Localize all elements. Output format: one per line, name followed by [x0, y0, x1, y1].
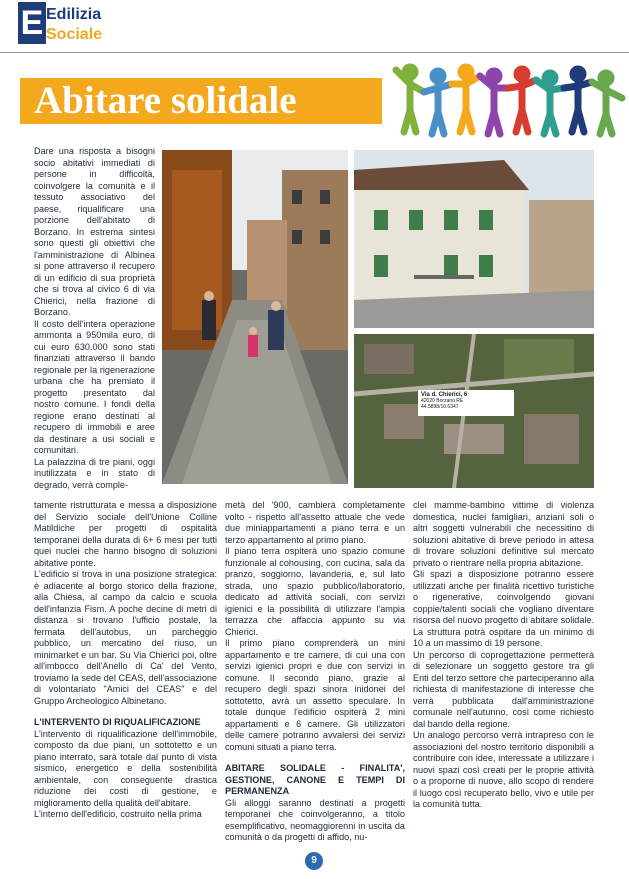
- col2-p3: Il primo piano comprenderà un mini appartamento e tre camere, di cui una con servizi igienici propri e due con servizi in comune. Il secondo piano, grazie al recupero degli spazi sinora inidonei del sottotetto, avrà un assetto speculare. In totale dunque l'edificio ospiterà 2 mini appartamenti e 6 camere. Gli utilizzatori delle camere potranno avvalersi dei servizi comuni situati a piano terra.: [225, 638, 405, 752]
- building-paragraph: La palazzina di tre piani, oggi inutilizzata e in stato di degrado, verrà comple-: [34, 456, 155, 490]
- col3-p3: Un percorso di coprogettazione permetterà di selezionare un soggetto gestore tra gli Enti del terzo settore che parteciperanno alla richiesta di manifestazione di interesse che verrà pubblicata dall'amministrazione comunale nell'autunno, così come richiesto dal bando della regione.: [413, 649, 594, 729]
- people-illustration: [392, 62, 629, 138]
- page-title: Abitare solidale: [34, 79, 297, 122]
- map-location-label: [418, 390, 514, 416]
- intro-column: [34, 146, 155, 491]
- page-number: 9: [305, 852, 323, 870]
- col3-p1: clei mamme-bambino vittime di violenza domestica, nuclei famigliari, anziani soli o altri soggetti vulnerabili che necessitino di soluzioni abitative di breve periodo in attesa di trovare soluzioni definitive sul mercato privato o rientrare nella propria abitazione.: [413, 500, 594, 568]
- column-2: [225, 500, 405, 844]
- col1-p3: L'intervento di riqualificazione dell'immobile, composto da due piani, un sottotetto e un piano interrato, sarà totale dal punto di vista sismico, energetico e della sostenibilità ambientale, con conseguente drastica riduzione dei costi di gestione, e miglioramento della qualità dell'abitare.: [34, 728, 217, 808]
- column-3: [413, 500, 594, 811]
- col1-p4: L'interno dell'edificio, costruito nella prima: [34, 809, 202, 819]
- logo-letter: E: [18, 2, 46, 44]
- building-photo: [354, 150, 594, 328]
- col2-p4: Gli alloggi saranno destinati a progetti temporanei che coinvolgeranno, a titolo esemplificativo, neomaggiorenni in uscita da comunità o da progetti di affido, nu-: [225, 797, 405, 842]
- street-photo: [162, 150, 348, 484]
- cost-paragraph: Il costo dell'intera operazione ammonta a 950mila euro, di cui euro 630.000 sono stati finanziati attraverso il bando regionale per la rigenerazione urbana che ha premiato il progetto presentato dal nostro comune. I fondi della regione erano destinati al recupero di immobili e aree da destinare a usi sociali e comunitari.: [34, 318, 155, 455]
- col2-p1: metà del '900, cambierà completamente volto - rispetto all'assetto attuale che vede due miniappartamenti a piano terra e un terzo appartamento al primo piano.: [225, 500, 405, 545]
- section-heading-riqualificazione: L'INTERVENTO DI RIQUALIFICAZIONE: [34, 717, 201, 727]
- logo-edilizia: Edilizia: [46, 6, 102, 23]
- map-label-title: Via d. Chierici, 6: [421, 392, 468, 398]
- map-label-coords: 44.5898/10.6347: [421, 404, 459, 410]
- col1-p1: tamente ristrutturata e messa a disposizione del Servizio sociale dell'Unione Colline Matildiche per progetti di ospitalità temporanei della durata di 6+ 6 mesi per tutti quei nuclei che hanno bisogno di soluzioni abitative ponte.: [34, 500, 217, 568]
- intro-paragraph: Dare una risposta a bisogni socio abitativi immediati di persone in difficoltà, coinvolgere la comunità e il tessuto associativo del paese, riqualificare una porzione dell'abitato di Borzano. In estrema sintesi sono questi gli obiettivi che l'amministrazione di Albinea si pone attraverso il recupero di un edificio di sua proprietà che si trova al civico 6 di via Chierici, nella frazione di Borzano.: [34, 146, 155, 317]
- col3-p4: Un analogo percorso verrà intrapreso con le associazioni del nostro territorio disponibili a contribuire con idee, interessate a utilizzare i nuovi spazi così creati per le proprie attività o a proporne di nuove, allo scopo di rendere il luogo così recuperato bello, vivo e utile per la comunità tutta.: [413, 730, 594, 809]
- header-rule: [0, 52, 629, 53]
- col3-p2: Gli spazi a disposizione potranno essere utilizzati anche per finalità ricettivo turistiche o rigenerative, coinvolgendo giovani coppie/talenti sociali che vogliano diventare risorsa del nuovo progetto di abitare solidale. La struttura potrà ospitare da un minimo di 10 a un massimo di 19 persone.: [413, 569, 594, 648]
- map-label-address: 42020 Borzano RE: [421, 398, 464, 404]
- col1-p2: L'edificio si trova in una posizione strategica: è adiacente al borgo storico della frazione, alla Chiesa, al campo da calcio e scuola dell'infanzia Fism. A poche decine di metri di distanza si trovano l'ufficio postale, la fermata dell'autobus, un parcheggio pubblico, un mercatino del riuso, un minimarket e un bar. Su Via Chierici poi, oltre all'imbocco dell'Anello di Ca' del Vento, troviamo la sede del CEAS, dell'associazione di volontariato "Amici del CEAS" e del Gruppo Archeologico Albinetano.: [34, 569, 217, 706]
- column-1: [34, 500, 217, 821]
- col2-p2: Il piano terra ospiterà uno spazio comune funzionale al cohousing, con cucina, sala da pranzo, soggiorno, lavanderia, e, sul lato strada, uno spazio pubblico/laboratorio, dedicato ad attività sociali, con servizi igienici e la possibilità di utilizzare l'ampia terrazza che affaccia appunto su via Chierici.: [225, 546, 405, 637]
- section-heading-abitare: ABITARE SOLIDALE - FINALITA', GESTIONE, CANONE E TEMPI DI PERMANENZA: [225, 763, 405, 796]
- logo-sociale: Sociale: [46, 26, 103, 43]
